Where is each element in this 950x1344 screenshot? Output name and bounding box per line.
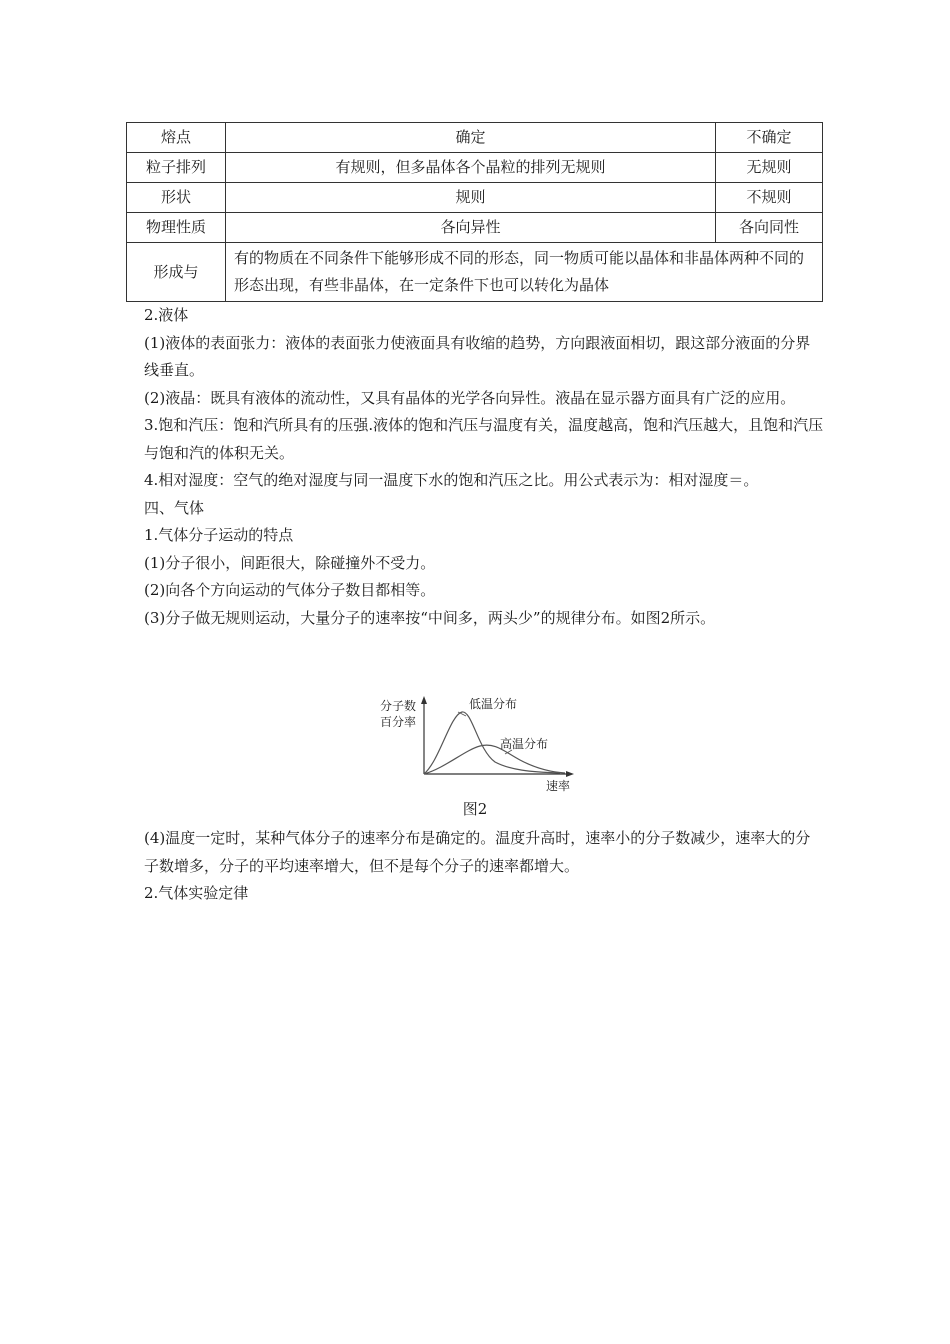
table-cell: 形状 xyxy=(127,183,226,213)
paragraph: (1)液体的表面张力：液体的表面张力使液面具有收缩的趋势，方向跟液面相切，跟这部分液面的分界线垂直。 xyxy=(144,333,811,379)
x-axis-arrow xyxy=(566,771,574,777)
high-temperature-label: 高温分布 xyxy=(500,737,549,751)
subheading: 1.气体分子运动的特点 xyxy=(144,526,294,544)
paragraph: (1)分子很小，间距很大，除碰撞外不受力。 xyxy=(144,553,436,572)
table-cell: 形成与 xyxy=(127,243,226,302)
text-section-liquid xyxy=(144,302,824,632)
table-row xyxy=(127,213,823,243)
subheading: 2.气体实验定律 xyxy=(144,884,249,902)
y-axis-label: 百分率 xyxy=(380,715,417,729)
table-cell: 熔点 xyxy=(127,123,226,153)
paragraph: 3.饱和汽压：饱和汽所具有的压强.液体的饱和汽压与温度有关，温度越高，饱和汽压越大，且饱和汽压与饱和汽的体积无关。 xyxy=(144,416,824,462)
figure-caption: 图2 xyxy=(462,800,488,818)
table-cell: 不确定 xyxy=(716,123,823,153)
table-row xyxy=(127,123,823,153)
paragraph: 4.相对湿度：空气的绝对湿度与同一温度下水的饱和汽压之比。用公式表示为：相对湿度＝。 xyxy=(144,471,759,489)
paragraph: (2)液晶：既具有液体的流动性，又具有晶体的光学各向异性。液晶在显示器方面具有广泛的应用。 xyxy=(144,388,796,407)
table-cell: 有规则，但多晶体各个晶粒的排列无规则 xyxy=(226,153,716,183)
heading: 2.液体 xyxy=(144,306,189,324)
paragraph: (2)向各个方向运动的气体分子数目都相等。 xyxy=(144,581,436,599)
table-cell: 各向异性 xyxy=(226,213,716,243)
heading: 四、气体 xyxy=(144,498,205,517)
crystal-comparison-table xyxy=(126,122,823,302)
low-temperature-label: 低温分布 xyxy=(469,697,518,711)
table-cell: 有的物质在不同条件下能够形成不同的形态，同一物质可能以晶体和非晶体两种不同的形态出现，有些非晶体，在一定条件下也可以转化为晶体 xyxy=(226,243,823,302)
table-row xyxy=(127,243,823,302)
text-section-gas xyxy=(144,825,824,908)
table-cell: 不规则 xyxy=(716,183,823,213)
paragraph: (3)分子做无规则运动，大量分子的速率按“中间多，两头少”的规律分布。如图2所示。 xyxy=(144,608,716,627)
table-cell: 无规则 xyxy=(716,153,823,183)
table-cell: 粒子排列 xyxy=(127,153,226,183)
paragraph: (4)温度一定时，某种气体分子的速率分布是确定的。温度升高时，速率小的分子数减少，速率大的分子数增多，分子的平均速率增大，但不是每个分子的速率都增大。 xyxy=(144,829,811,875)
x-axis-label: 速率 xyxy=(546,779,571,793)
table-row xyxy=(127,183,823,213)
y-axis-label: 分子数 xyxy=(380,699,417,713)
y-axis-arrow xyxy=(421,696,427,704)
table-cell: 物理性质 xyxy=(127,213,226,243)
table-cell: 确定 xyxy=(226,123,716,153)
table-row xyxy=(127,153,823,183)
table-cell: 各向同性 xyxy=(716,213,823,243)
table-cell: 规则 xyxy=(226,183,716,213)
